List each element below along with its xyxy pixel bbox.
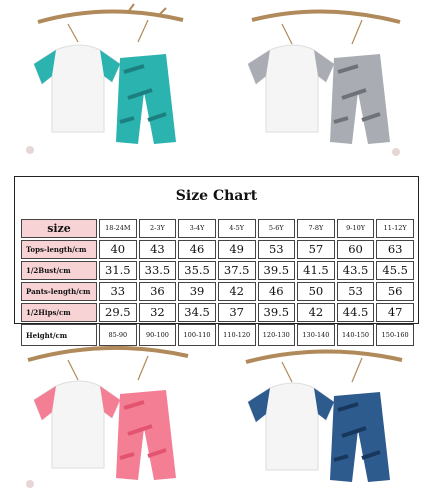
table-cell: 37 <box>218 303 256 322</box>
table-cell: 60 <box>337 240 375 259</box>
size-chart <box>14 176 419 340</box>
product-photo-navy <box>222 338 422 498</box>
table-cell: 63 <box>376 240 414 259</box>
size-header: 9-10Y <box>337 219 375 238</box>
table-cell: 46 <box>178 240 216 259</box>
table-cell: 34.5 <box>178 303 216 322</box>
table-row-tops-length <box>21 240 414 259</box>
table-cell: 44.5 <box>337 303 375 322</box>
table-cell: 32 <box>139 303 177 322</box>
table-cell: 40 <box>99 240 137 259</box>
pink-outfit-illustration <box>8 338 208 498</box>
table-cell: 47 <box>376 303 414 322</box>
table-cell: 36 <box>139 282 177 301</box>
table-cell: 53 <box>258 240 296 259</box>
table-cell: 150-160 <box>376 324 414 346</box>
table-cell: 45.5 <box>376 261 414 280</box>
size-header: 11-12Y <box>376 219 414 238</box>
size-header: 7-8Y <box>297 219 335 238</box>
table-cell: 140-150 <box>337 324 375 346</box>
table-row-pants-length <box>21 282 414 301</box>
table-cell: 31.5 <box>99 261 137 280</box>
table-cell: 100-110 <box>178 324 216 346</box>
table-cell: 56 <box>376 282 414 301</box>
size-header: 4-5Y <box>218 219 256 238</box>
table-cell: 39.5 <box>258 303 296 322</box>
size-chart-title: Size Chart <box>175 188 258 204</box>
table-cell: 41.5 <box>297 261 335 280</box>
table-cell: 46 <box>258 282 296 301</box>
table-cell: 33.5 <box>139 261 177 280</box>
product-photo-teal <box>8 2 208 162</box>
size-header: 18-24M <box>99 219 137 238</box>
table-cell: 120-130 <box>258 324 296 346</box>
teal-outfit-illustration <box>8 2 208 162</box>
table-row-half-hips <box>21 303 414 322</box>
row-label: 1/2Hips/cm <box>21 303 97 322</box>
table-cell: 57 <box>297 240 335 259</box>
table-cell: 37.5 <box>218 261 256 280</box>
table-cell: 43 <box>139 240 177 259</box>
row-label: Tops-length/cm <box>21 240 97 259</box>
table-cell: 130-140 <box>297 324 335 346</box>
size-header: 2-3Y <box>139 219 177 238</box>
table-cell: 35.5 <box>178 261 216 280</box>
table-cell: 42 <box>297 303 335 322</box>
row-label: Pants-length/cm <box>21 282 97 301</box>
row-label: 1/2Bust/cm <box>21 261 97 280</box>
table-row-half-bust <box>21 261 414 280</box>
table-cell: 39 <box>178 282 216 301</box>
size-header-label: size <box>21 219 97 238</box>
grey-outfit-illustration <box>222 2 422 162</box>
table-cell: 110-120 <box>218 324 256 346</box>
table-cell: 42 <box>218 282 256 301</box>
table-cell: 90-100 <box>139 324 177 346</box>
table-cell: 33 <box>99 282 137 301</box>
table-cell: 29.5 <box>99 303 137 322</box>
table-cell: 85-90 <box>99 324 137 346</box>
size-header-row <box>21 219 414 238</box>
size-header: 3-4Y <box>178 219 216 238</box>
product-photo-pink <box>8 338 208 498</box>
table-cell: 49 <box>218 240 256 259</box>
table-cell: 43.5 <box>337 261 375 280</box>
size-table <box>19 217 416 348</box>
table-cell: 39.5 <box>258 261 296 280</box>
table-cell: 50 <box>297 282 335 301</box>
product-photo-grey <box>222 2 422 162</box>
navy-outfit-illustration <box>222 338 422 498</box>
size-header: 5-6Y <box>258 219 296 238</box>
row-label: Height/cm <box>21 324 97 346</box>
table-cell: 53 <box>337 282 375 301</box>
